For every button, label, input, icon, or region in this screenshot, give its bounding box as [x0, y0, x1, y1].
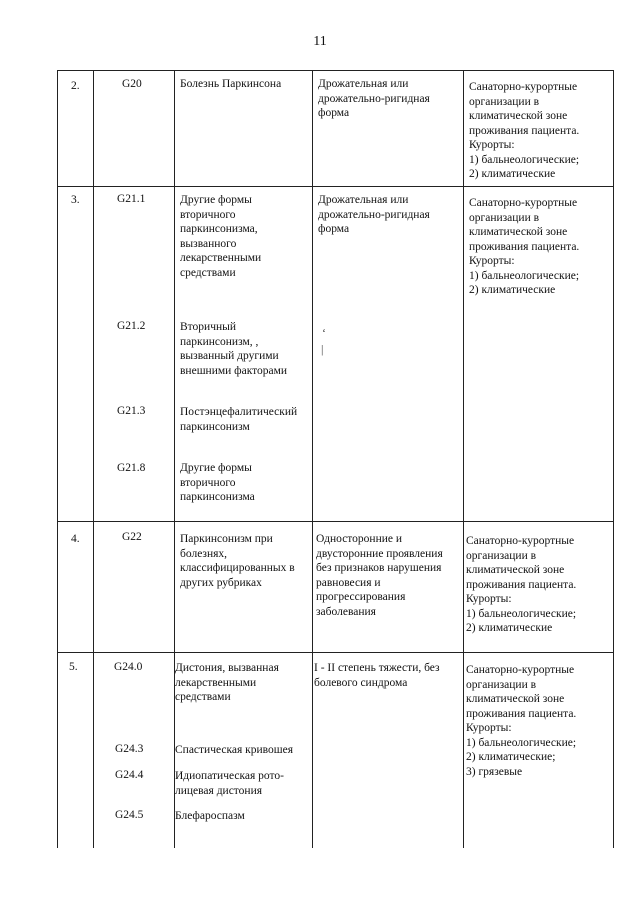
diagnosis-name-line: Спастическая кривошея: [175, 744, 294, 756]
criteria-line: дрожательно-ригидная: [318, 208, 430, 221]
resort-line: климатической зоне: [466, 564, 565, 576]
diagnosis-code: G24.4: [115, 769, 144, 781]
diagnosis-name-line: лекарственными: [180, 252, 262, 264]
diagnosis-name-line: вызванного: [180, 237, 237, 250]
resort-line: Курорты:: [466, 722, 512, 734]
diagnosis-name-line: Идиопатическая рото-: [175, 770, 284, 782]
scan-speck: ‘: [322, 326, 326, 340]
resort-line: климатической зоне: [469, 226, 568, 238]
criteria-line: форма: [318, 107, 350, 119]
resort-line: Санаторно-курортные: [469, 81, 578, 93]
resort-line: 1) бальнеологические;: [466, 736, 577, 749]
diagnosis-code: G21.2: [117, 320, 146, 332]
table-rule: [57, 70, 614, 71]
resort-line: 2) климатические: [469, 284, 556, 296]
page-number: 11: [313, 34, 327, 49]
row-number: 2.: [71, 80, 80, 92]
diagnosis-code: G20: [122, 78, 142, 90]
criteria-line: Односторонние и: [316, 533, 403, 545]
diagnosis-name-line: паркинсонизм, ,: [180, 335, 259, 348]
table-rule: [463, 70, 464, 848]
diagnosis-name-line: паркинсонизм: [180, 420, 250, 433]
resort-line: Санаторно-курортные: [469, 197, 578, 209]
table-rule: [57, 70, 58, 848]
table-rule: [174, 70, 175, 848]
diagnosis-name-line: паркинсонизма: [180, 491, 255, 503]
resort-line: 2) климатические;: [466, 751, 556, 763]
diagnosis-code: G24.5: [115, 809, 144, 821]
criteria-line: равновесия и: [316, 576, 381, 589]
resort-line: Курорты:: [466, 593, 512, 605]
diagnosis-code: G21.3: [117, 405, 146, 417]
resort-line: проживания пациента.: [466, 707, 577, 720]
diagnosis-name-line: Постэнцефалитический: [180, 406, 298, 418]
criteria-line: без признаков нарушения: [316, 562, 442, 574]
diagnosis-name-line: вторичного: [180, 476, 236, 489]
diagnosis-name-line: Другие формы: [180, 194, 252, 206]
diagnosis-name-line: вызванный другими: [180, 350, 279, 362]
resort-line: 1) бальнеологические;: [466, 607, 577, 620]
criteria-line: Дрожательная или: [318, 194, 409, 206]
diagnosis-name-line: паркинсонизма,: [180, 223, 258, 235]
table-rule: [57, 186, 614, 187]
resort-line: климатической зоне: [466, 693, 565, 705]
row-number: 4.: [71, 533, 80, 545]
resort-line: 1) бальнеологические;: [469, 269, 580, 282]
table-rule: [613, 70, 614, 848]
table-rule: [57, 652, 614, 653]
diagnosis-code: G22: [122, 531, 142, 543]
resort-line: 3) грязевые: [466, 765, 523, 778]
resort-line: проживания пациента.: [466, 578, 577, 591]
criteria-line: дрожательно-ригидная: [318, 92, 430, 105]
table-rule: [57, 521, 614, 522]
table-rule: [93, 70, 94, 848]
criteria-line: I - II степень тяжести, без: [314, 662, 440, 674]
scan-speck: |: [321, 342, 324, 356]
resort-line: климатической зоне: [469, 110, 568, 122]
resort-line: организации в: [469, 211, 540, 224]
row-number: 5.: [69, 661, 78, 673]
criteria-line: прогрессирования: [316, 591, 406, 603]
criteria-line: болевого синдрома: [314, 676, 408, 689]
resort-line: Курорты:: [469, 139, 515, 151]
diagnosis-name-line: классифицированных в: [180, 562, 295, 574]
resort-line: проживания пациента.: [469, 124, 580, 137]
diagnosis-name-line: средствами: [175, 691, 231, 703]
diagnosis-name-line: Дистония, вызванная: [175, 662, 279, 674]
resort-line: 2) климатические: [466, 622, 553, 634]
diagnosis-code: G21.1: [117, 193, 146, 205]
resort-line: Санаторно-курортные: [466, 664, 575, 676]
criteria-line: форма: [318, 223, 350, 235]
diagnosis-name-line: Блефароспазм: [175, 810, 245, 822]
diagnosis-name-line: Болезнь Паркинсона: [180, 78, 282, 90]
resort-line: 2) климатические: [469, 168, 556, 180]
table-rule: [312, 70, 313, 848]
diagnosis-code: G21.8: [117, 462, 146, 474]
resort-line: организации в: [466, 549, 537, 562]
criteria-line: двусторонние проявления: [316, 547, 443, 560]
diagnosis-code: G24.3: [115, 743, 144, 755]
diagnosis-name-line: Вторичный: [180, 321, 237, 333]
resort-line: организации в: [466, 678, 537, 691]
diagnosis-name-line: лицевая дистония: [175, 784, 263, 797]
diagnosis-name-line: других рубриках: [180, 576, 262, 589]
diagnosis-name-line: внешними факторами: [180, 364, 288, 377]
diagnosis-code: G24.0: [114, 661, 143, 673]
diagnosis-name-line: Другие формы: [180, 462, 252, 474]
diagnosis-name-line: средствами: [180, 266, 236, 279]
resort-line: 1) бальнеологические;: [469, 153, 580, 166]
resort-line: организации в: [469, 95, 540, 108]
resort-line: проживания пациента.: [469, 240, 580, 253]
resort-line: Курорты:: [469, 255, 515, 267]
row-number: 3.: [71, 194, 80, 206]
criteria-line: Дрожательная или: [318, 78, 409, 90]
resort-line: Санаторно-курортные: [466, 535, 575, 547]
diagnosis-name-line: лекарственными: [175, 676, 257, 689]
diagnosis-name-line: болезнях,: [180, 547, 228, 560]
diagnosis-name-line: Паркинсонизм при: [180, 533, 273, 545]
diagnosis-name-line: вторичного: [180, 208, 236, 221]
criteria-line: заболевания: [316, 605, 376, 618]
